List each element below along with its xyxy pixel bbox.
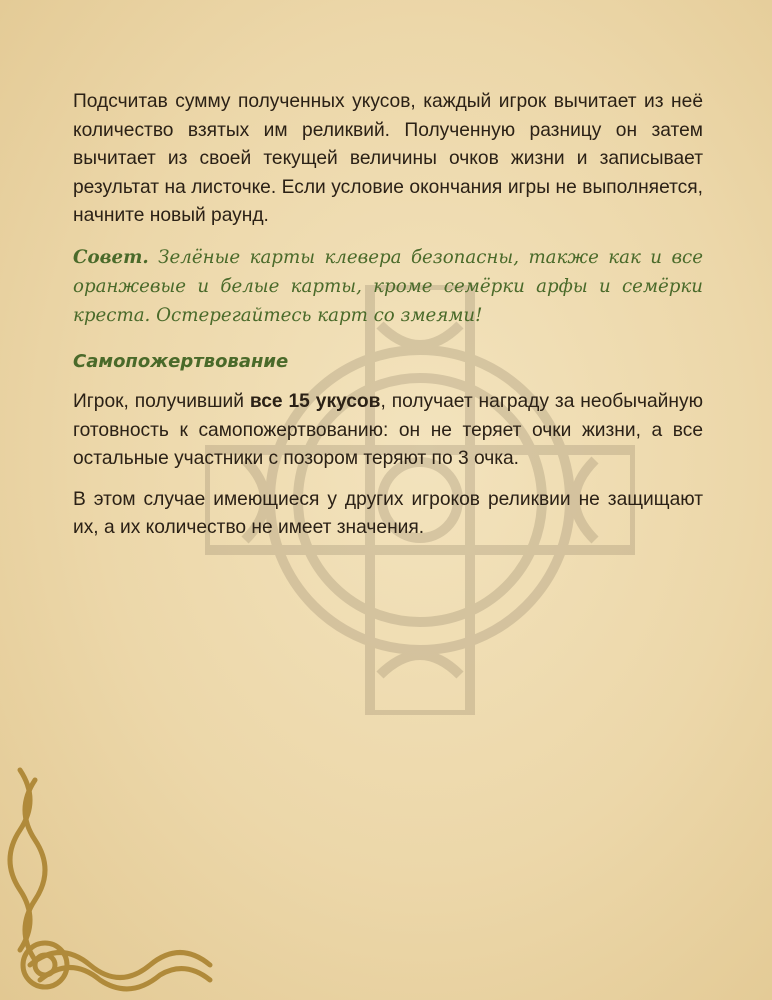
- tip-label: Совет.: [73, 246, 149, 268]
- tip-paragraph: [73, 243, 703, 330]
- p1-after: , получает награду за необычайную готовность к самопожертвованию: он не теряет очки жизни, а все остальные участники с позором теряют по 3 очка.: [73, 390, 703, 470]
- paragraph-self-sacrifice: [73, 388, 703, 474]
- paragraph-scoring: Подсчитав сумму полученных укусов, каждый игрок вычитает из неё количество взятых им реликвий. Полученную разницу он затем вычитает из своей текущей величины очков жизни и записывает результат на листочке. Если условие окончания игры не выполняется, начните новый раунд.: [73, 91, 703, 227]
- paragraph-relics: В этом случае имеющиеся у других игроков реликвии не защищают их, а их количество не имеет значения.: [73, 488, 703, 539]
- page-content: [73, 88, 703, 555]
- p1-bold: все 15 укусов: [249, 390, 381, 412]
- section-heading: Самопожертвование: [73, 350, 289, 372]
- celtic-knot-corner-ornament: [0, 760, 230, 1000]
- p1-before: Игрок, получивший: [73, 390, 250, 412]
- tip-text: Зелёные карты клевера безопасны, также как и все оранжевые и белые карты, кроме семёрки арфы и семёрки креста. Остерегайтесь карт со змеями!: [73, 246, 703, 326]
